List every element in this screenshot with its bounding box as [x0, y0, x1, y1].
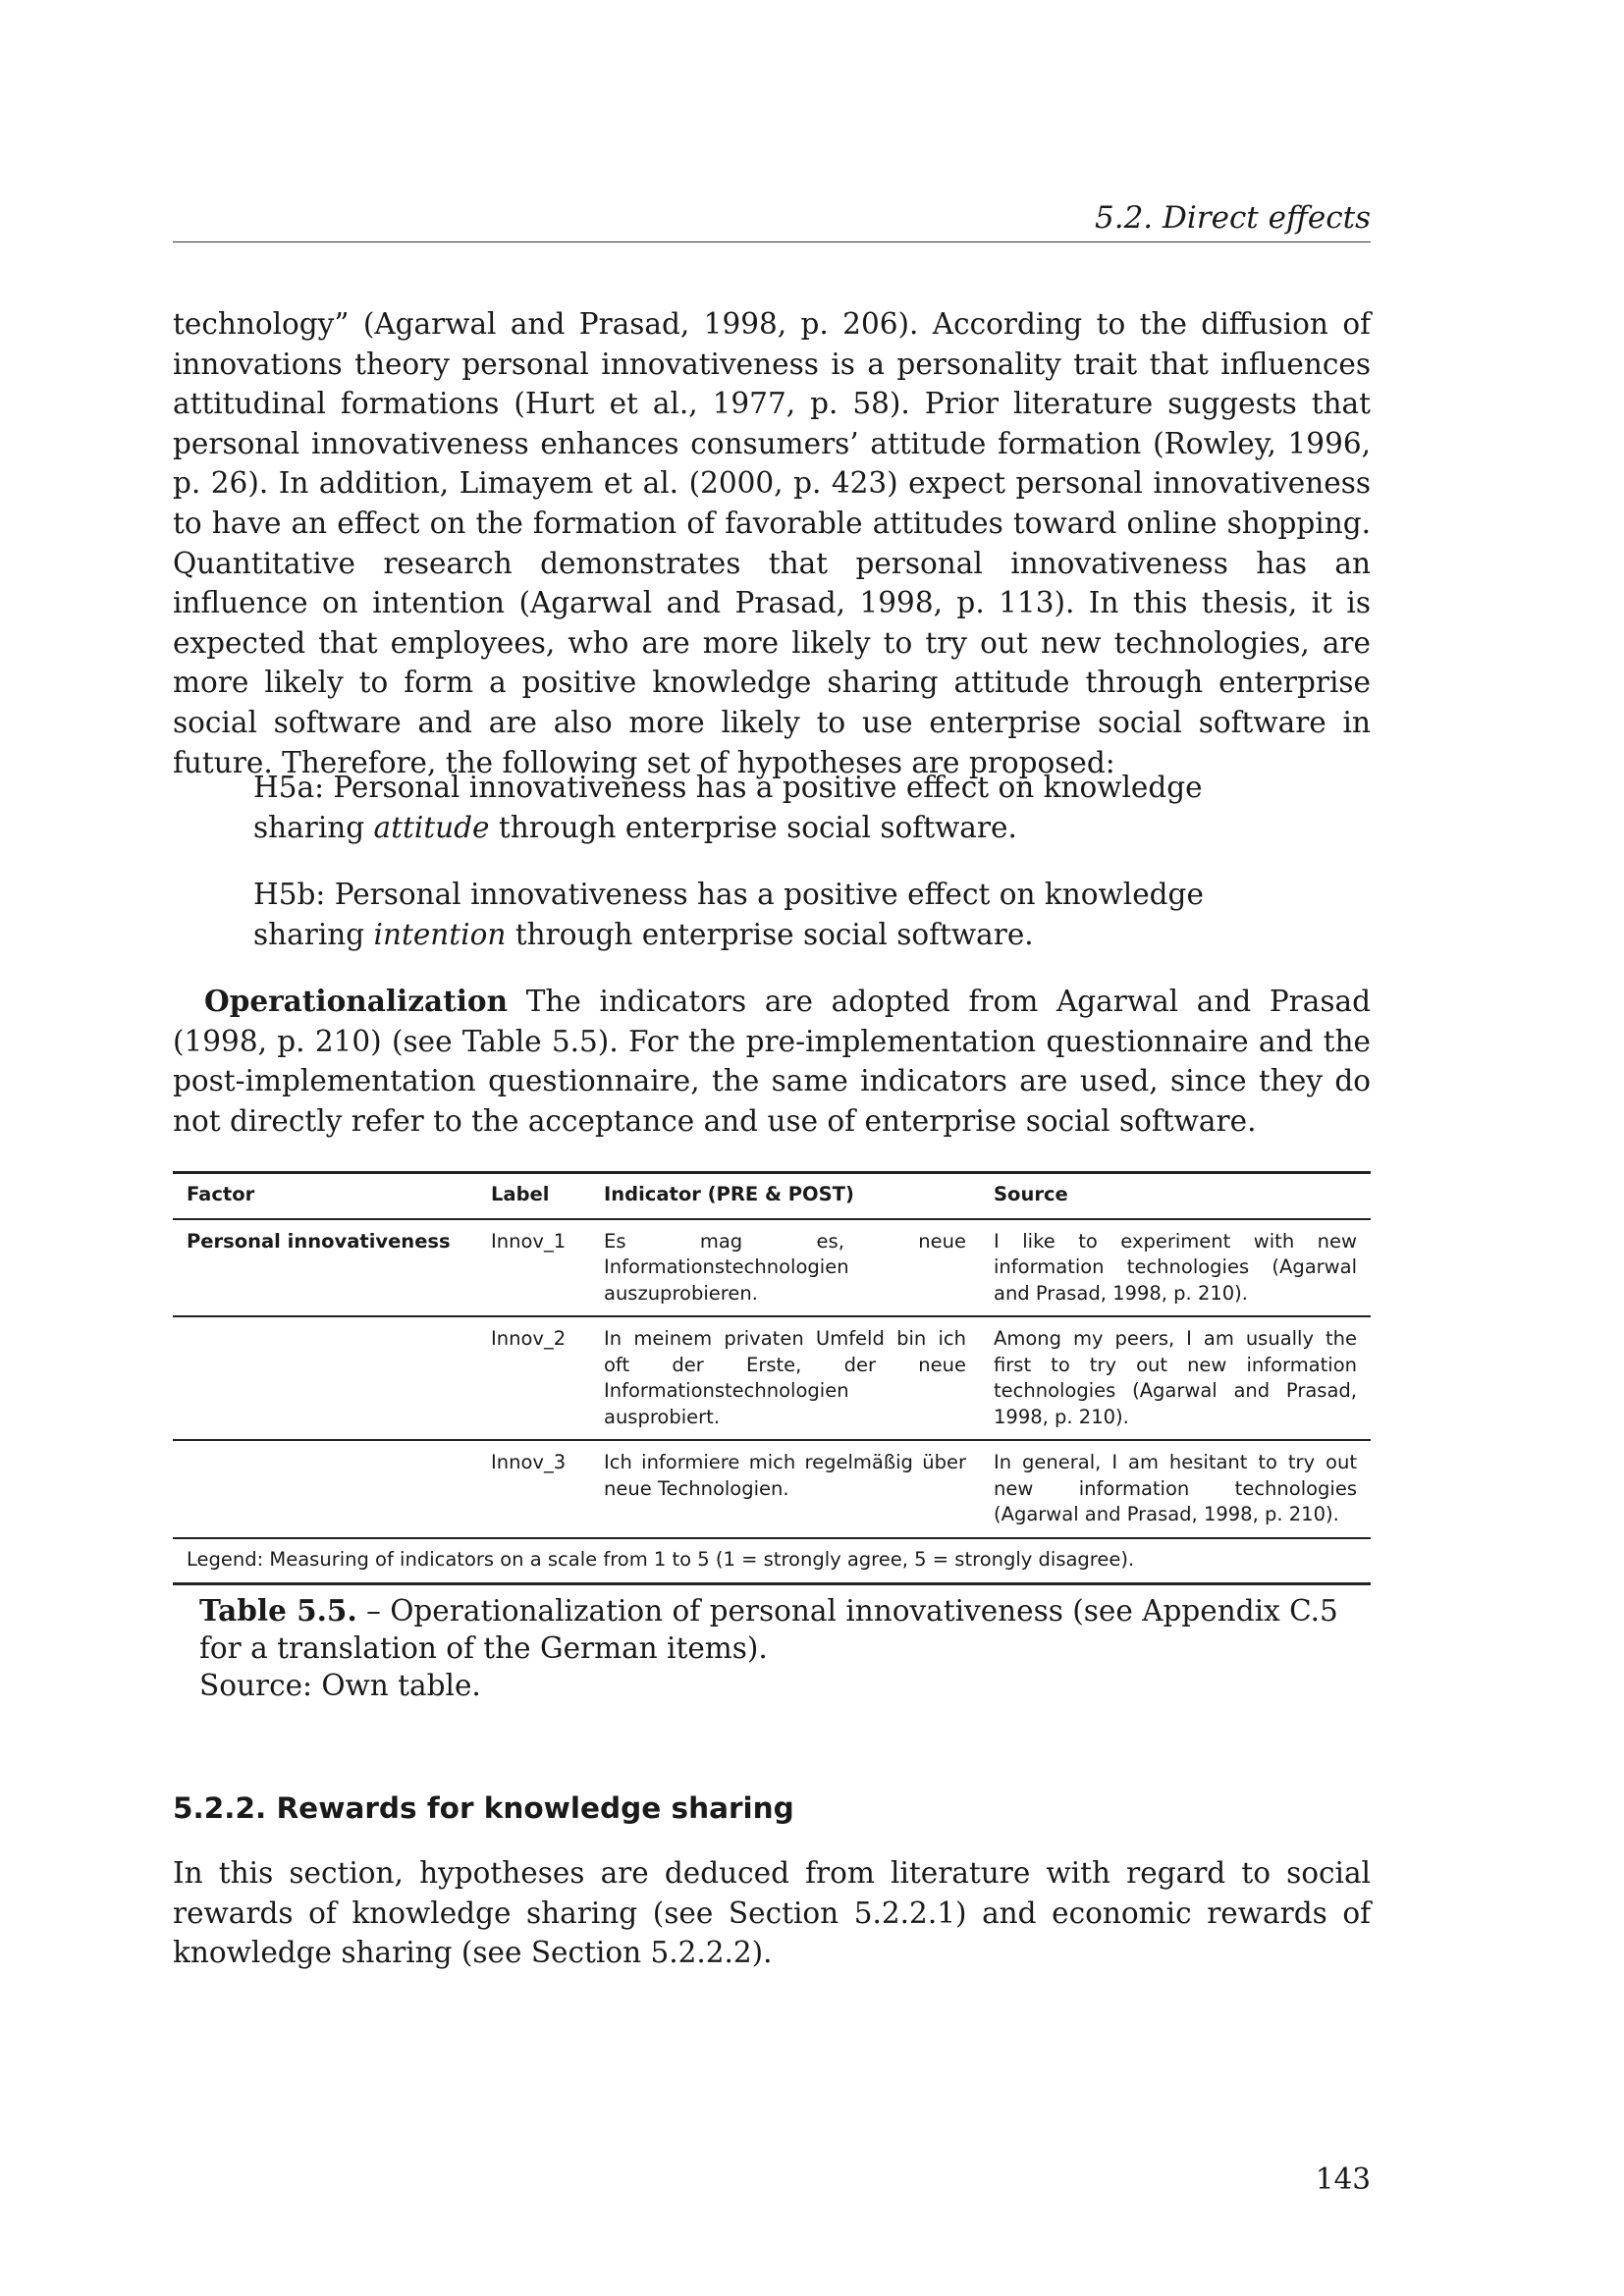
hypothesis-h5b-lead: H5b: Personal innovativeness has a positive effect on knowledge sharing	[253, 878, 1204, 951]
header-source: Source	[980, 1173, 1371, 1219]
table-row	[173, 1219, 1371, 1317]
operationalization-paragraph	[173, 982, 1371, 1141]
table-legend: Legend: Measuring of indicators on a scale from 1 to 5 (1 = strongly agree, 5 = strongly disagree).	[173, 1538, 1371, 1584]
table-caption	[199, 1592, 1348, 1704]
cell-factor	[173, 1440, 477, 1538]
operationalization-run-in: Operationalization	[204, 984, 509, 1018]
cell-label: Innov_1	[477, 1219, 590, 1317]
header-factor: Factor	[173, 1173, 477, 1219]
caption-text: – Operationalization of personal innovativeness (see Appendix C.5 for a translation of the German items).	[199, 1594, 1338, 1665]
hypothesis-h5a-emphasis: attitude	[373, 810, 490, 844]
hypothesis-h5b	[253, 875, 1294, 954]
body-paragraph-innovativeness: technology” (Agarwal and Prasad, 1998, p. 206). According to the diffusion of innovations theory personal innovativeness is a personality trait that influences attitudinal formations (Hurt et al., 1977, p. 58). Prior literature suggests that personal innovativeness enhances consumers’ attitude formation (Rowley, 1996, p. 26). In addition, Limayem et al. (2000, p. 423) expect personal innovativeness to have an effect on the formation of favorable attitudes toward online shopping. Quantitative research demonstrates that personal innovativeness has an influence on intention (Agarwal and Prasad, 1998, p. 113). In this thesis, it is expected that employees, who are more likely to try out new technologies, are more likely to form a positive knowledge sharing attitude through enterprise social software and are also more likely to use enterprise social software in future. Therefore, the following set of hypotheses are proposed:	[173, 307, 1371, 779]
hypothesis-h5b-tail: through enterprise social software.	[514, 917, 1034, 951]
cell-factor	[173, 1316, 477, 1440]
hypothesis-h5a-lead: H5a: Personal innovativeness has a positive effect on knowledge sharing	[253, 771, 1203, 844]
header-rule	[173, 241, 1371, 242]
caption-label: Table 5.5.	[199, 1593, 357, 1628]
cell-factor: Personal innovativeness	[173, 1219, 477, 1317]
section-intro-paragraph: In this section, hypotheses are deduced from literature with regard to social rewards of knowledge sharing (see Section 5.2.2.1) and economic rewards of knowledge sharing (see Section 5.2.2.2).	[173, 1856, 1371, 1970]
page-number: 143	[1315, 2163, 1371, 2196]
hypothesis-h5b-emphasis: intention	[373, 917, 507, 951]
cell-label: Innov_3	[477, 1440, 590, 1538]
table-row	[173, 1316, 1371, 1440]
operationalization-table	[173, 1171, 1371, 1585]
cell-source: In general, I am hesitant to try out new information technologies (Agarwal and Prasad, 1998, p. 210).	[980, 1440, 1371, 1538]
hypothesis-h5a-tail: through enterprise social software.	[498, 810, 1017, 844]
cell-indicator: In meinem privaten Umfeld bin ich oft der Erste, der neue Informationstechnologien ausprobiert.	[590, 1316, 980, 1440]
running-head: 5.2. Direct effects	[1095, 200, 1371, 236]
caption-main	[199, 1592, 1348, 1667]
table-header-row	[173, 1173, 1371, 1219]
hypothesis-h5a	[253, 768, 1294, 847]
cell-label: Innov_2	[477, 1316, 590, 1440]
header-label: Label	[477, 1173, 590, 1219]
table-row	[173, 1440, 1371, 1538]
cell-source: I like to experiment with new information technologies (Agarwal and Prasad, 1998, p. 210).	[980, 1219, 1371, 1317]
header-indicator: Indicator (PRE & POST)	[590, 1173, 980, 1219]
section-heading: 5.2.2. Rewards for knowledge sharing	[173, 1791, 794, 1825]
caption-source: Source: Own table.	[199, 1669, 481, 1702]
table-legend-row	[173, 1538, 1371, 1584]
cell-source: Among my peers, I am usually the first to try out new information technologies (Agarwal and Prasad, 1998, p. 210).	[980, 1316, 1371, 1440]
cell-indicator: Ich informiere mich regelmäßig über neue Technologien.	[590, 1440, 980, 1538]
operationalization-text: The indicators are adopted from Agarwal and Prasad (1998, p. 210) (see Table 5.5). For the pre-implementation questionnaire and the post-implementation questionnaire, the same indicators are used, since they do not directly refer to the acceptance and use of enterprise social software.	[173, 985, 1371, 1138]
cell-indicator: Es mag es, neue Informationstechnologien auszuprobieren.	[590, 1219, 980, 1317]
